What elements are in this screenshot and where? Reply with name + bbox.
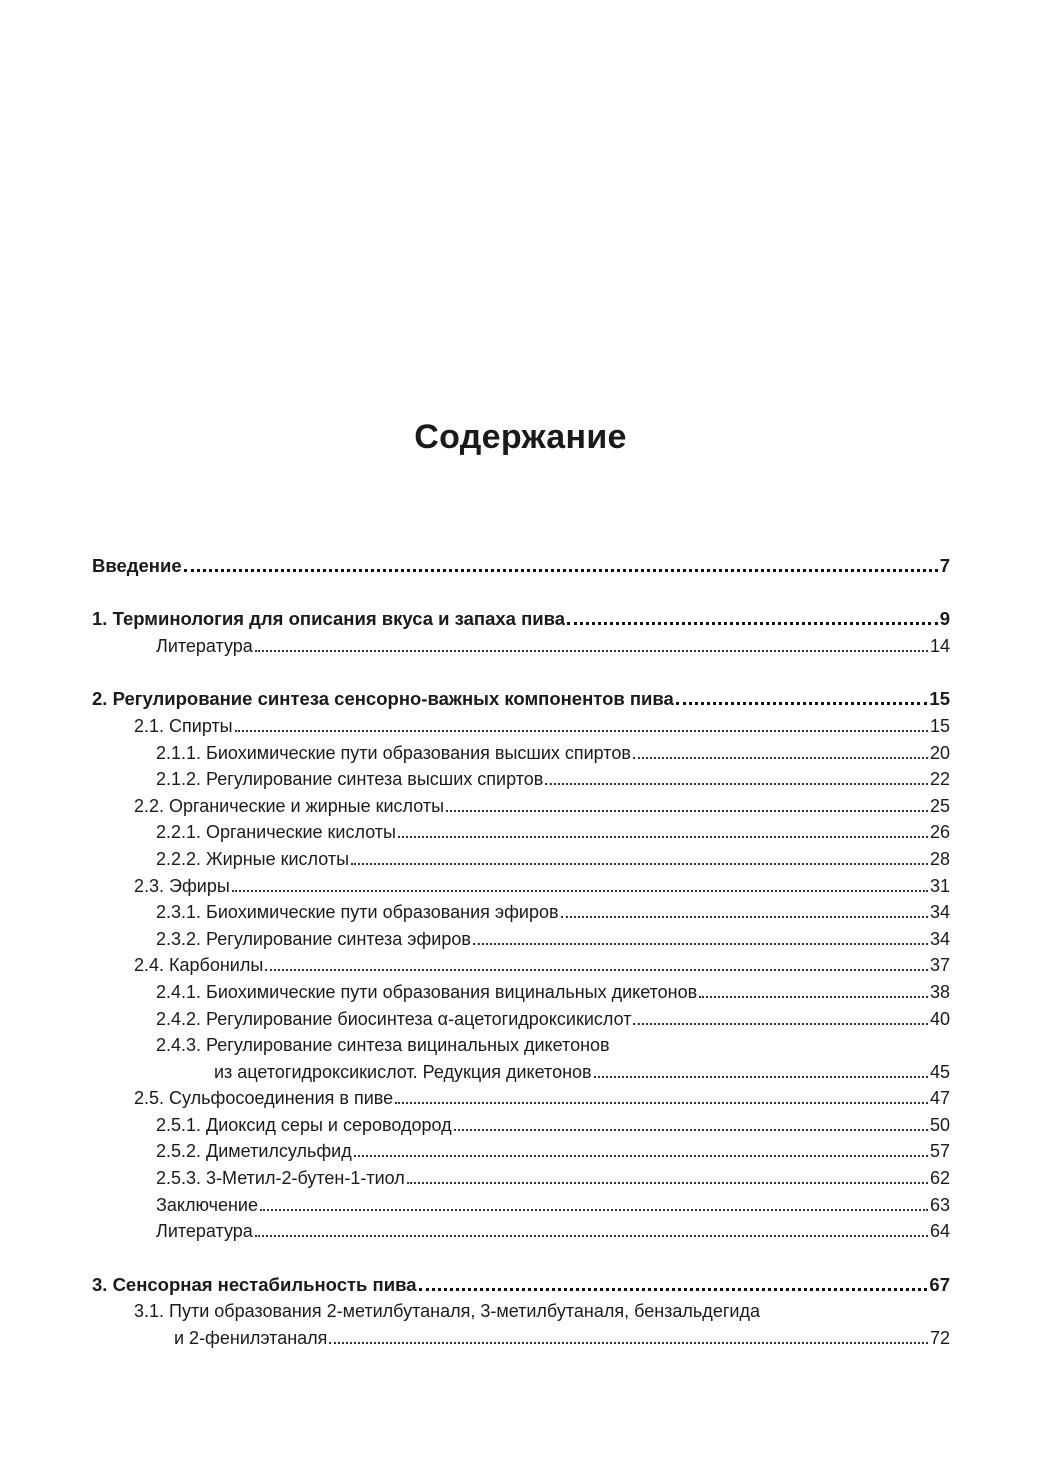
toc-page-number: 7	[939, 554, 950, 576]
toc-entry-title: 2.4.2. Регулирование биосинтеза α-ацетогидроксикислот	[156, 1008, 632, 1029]
toc-page-number: 67	[929, 1273, 950, 1295]
leader-dots	[561, 916, 928, 918]
toc-entry[interactable]	[92, 870, 950, 897]
toc-entry[interactable]	[92, 1056, 950, 1083]
toc-page-number: 14	[929, 635, 950, 656]
leader-dots	[676, 702, 928, 705]
toc-entry-title: 3. Сенсорная нестабильность пива	[92, 1273, 417, 1295]
toc-entry[interactable]	[92, 1003, 950, 1030]
toc-page-number: 9	[939, 608, 950, 630]
leader-dots	[407, 1182, 928, 1184]
leader-dots	[545, 783, 928, 785]
toc-entry[interactable]	[92, 1216, 950, 1243]
toc-page-number: 45	[929, 1061, 950, 1082]
toc-entry-title: 2.4.1. Биохимические пути образования вицинальных дикетонов	[156, 981, 698, 1002]
toc-entry-title: 2.5.2. Диметилсульфид	[156, 1141, 352, 1162]
toc-entry[interactable]	[92, 1136, 950, 1163]
leader-dots	[184, 569, 938, 572]
toc-entry-title: Литература	[156, 1221, 253, 1242]
toc-entry-title: 2.2.1. Органические кислоты	[156, 822, 396, 843]
toc-entry[interactable]	[92, 950, 950, 977]
toc-entry[interactable]	[92, 630, 950, 657]
toc-entry[interactable]	[92, 1109, 950, 1136]
toc-page-number: 40	[929, 1008, 950, 1029]
toc-entry-title: 2.3. Эфиры	[134, 875, 230, 896]
toc-page-number: 63	[929, 1194, 950, 1215]
toc-entry[interactable]	[92, 1162, 950, 1189]
toc-page-number: 15	[929, 715, 950, 736]
toc-entry[interactable]	[92, 764, 950, 791]
toc-page-number: 50	[929, 1114, 950, 1135]
toc-page-number: 62	[929, 1168, 950, 1189]
toc-entry-title: 2.5.1. Диоксид серы и сероводород	[156, 1114, 452, 1135]
section-gap	[92, 657, 950, 684]
leader-dots	[395, 1102, 928, 1104]
leader-dots	[255, 650, 928, 652]
leader-dots	[255, 1235, 928, 1237]
leader-dots	[235, 730, 928, 732]
leader-dots	[232, 890, 928, 892]
leader-dots	[473, 943, 928, 945]
page-title: Содержание	[414, 418, 627, 456]
leader-dots	[633, 1023, 928, 1025]
toc-entry-title: 2.1. Спирты	[134, 715, 233, 736]
toc-entry[interactable]	[92, 1189, 950, 1216]
toc-entry-title: 2.4.3. Регулирование синтеза вицинальных дикетонов	[156, 1035, 610, 1056]
leader-dots	[329, 1342, 928, 1344]
section-gap	[92, 1242, 950, 1269]
toc-entry-title: Заключение	[156, 1194, 258, 1215]
leader-dots	[354, 1155, 928, 1157]
toc-page-number: 20	[929, 742, 950, 763]
toc-entry[interactable]	[92, 1322, 950, 1349]
toc-entry-title: и 2-фенилэтаналя	[174, 1328, 328, 1349]
toc-entry-title: 2. Регулирование синтеза сенсорно-важных компонентов пива	[92, 688, 674, 710]
toc-entry[interactable]	[92, 923, 950, 950]
leader-dots	[260, 1209, 928, 1211]
leader-dots	[351, 863, 928, 865]
toc-page-number: 64	[929, 1221, 950, 1242]
leader-dots	[265, 969, 928, 971]
toc-page-number: 22	[929, 769, 950, 790]
toc-entry-title: Литература	[156, 635, 253, 656]
toc-entry-title: 2.2.2. Жирные кислоты	[156, 848, 350, 869]
toc-entry-title: 2.3.1. Биохимические пути образования эфиров	[156, 902, 559, 923]
toc-entry[interactable]	[92, 737, 950, 764]
toc-entry-title: 1. Терминология для описания вкуса и запаха пива	[92, 608, 566, 630]
toc-page-number: 34	[929, 902, 950, 923]
toc-page-number: 47	[929, 1088, 950, 1109]
toc-entry-title: 2.3.2. Регулирование синтеза эфиров	[156, 928, 471, 949]
toc-page-number: 37	[929, 955, 950, 976]
toc-entry-title: 2.1.2. Регулирование синтеза высших спиртов	[156, 769, 544, 790]
toc-entry[interactable]	[92, 1296, 950, 1323]
toc-entry-title: 2.1.1. Биохимические пути образования высших спиртов	[156, 742, 631, 763]
toc-entry[interactable]	[92, 843, 950, 870]
toc-page-number: 57	[929, 1141, 950, 1162]
toc-page-number: 15	[929, 688, 950, 710]
toc-entry[interactable]	[92, 976, 950, 1003]
toc-entry-title: 3.1. Пути образования 2-метилбутаналя, 3-метилбутаналя, бензальдегида	[134, 1301, 760, 1322]
leader-dots	[446, 810, 928, 812]
toc-entry[interactable]	[92, 604, 950, 631]
table-of-contents	[92, 550, 950, 1349]
toc-entry[interactable]	[92, 817, 950, 844]
toc-page-number: 26	[929, 822, 950, 843]
leader-dots	[398, 836, 928, 838]
toc-entry[interactable]	[92, 1083, 950, 1110]
leader-dots	[699, 996, 928, 998]
leader-dots	[454, 1129, 928, 1131]
toc-page-number: 28	[929, 848, 950, 869]
toc-entry[interactable]	[92, 710, 950, 737]
section-gap	[92, 577, 950, 604]
toc-entry[interactable]	[92, 1269, 950, 1296]
toc-entry-title: 2.4. Карбонилы	[134, 955, 264, 976]
toc-page-number: 31	[929, 875, 950, 896]
toc-entry-title: 2.5. Сульфосоединения в пиве	[134, 1088, 394, 1109]
leader-dots	[594, 1076, 928, 1078]
toc-page-number: 34	[929, 928, 950, 949]
leader-dots	[419, 1288, 928, 1291]
toc-page-number: 72	[929, 1328, 950, 1349]
toc-entry[interactable]	[92, 897, 950, 924]
leader-dots	[633, 757, 928, 759]
toc-entry[interactable]	[92, 550, 950, 577]
toc-entry[interactable]	[92, 1030, 950, 1057]
toc-entry-title: Введение	[92, 554, 182, 576]
toc-page-number: 38	[929, 981, 950, 1002]
toc-entry-title: 2.2. Органические и жирные кислоты	[134, 795, 445, 816]
toc-entry-title: из ацетогидроксикислот. Редукция дикетонов	[214, 1061, 592, 1082]
toc-entry[interactable]	[92, 790, 950, 817]
toc-entry-title: 2.5.3. 3-Метил-2-бутен-1-тиол	[156, 1168, 405, 1189]
leader-dots	[567, 622, 938, 625]
toc-page-number: 25	[929, 795, 950, 816]
toc-entry[interactable]	[92, 684, 950, 711]
